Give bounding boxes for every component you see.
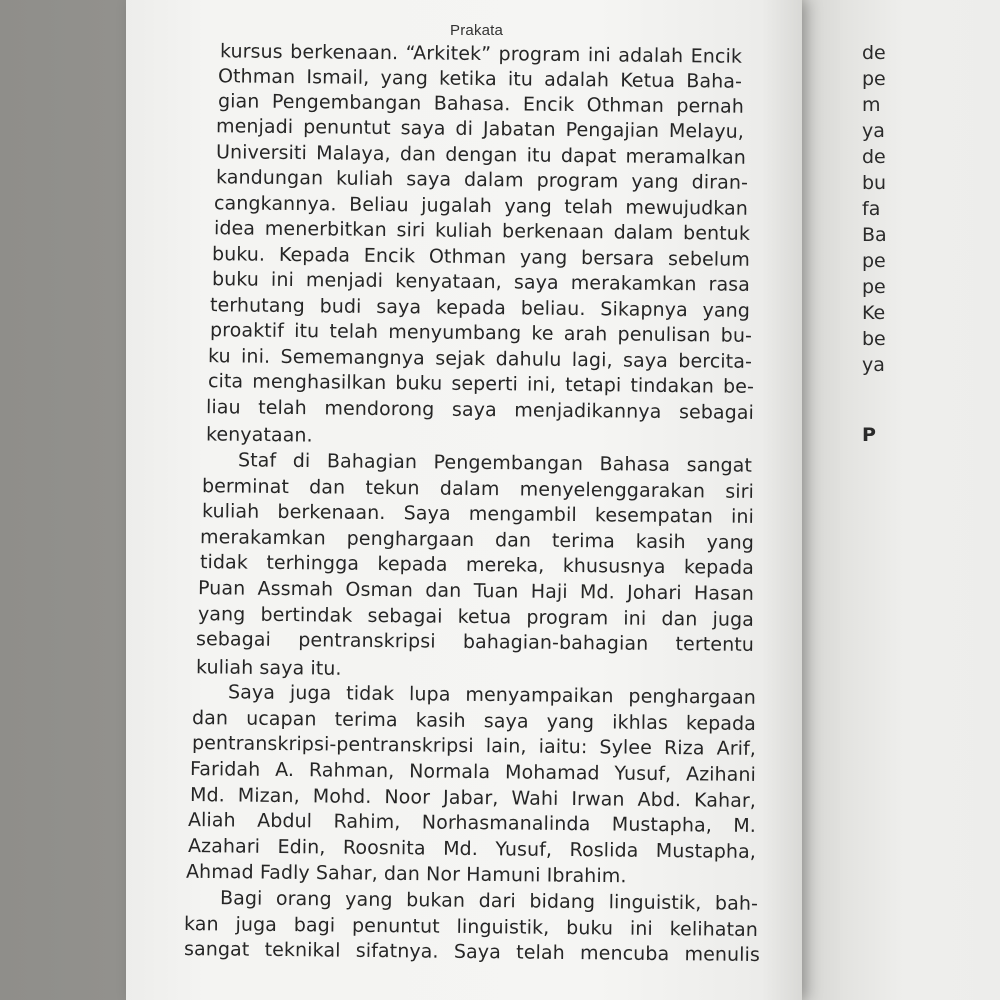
right-page-fragment: fa xyxy=(862,198,881,220)
text-line: kandungan kuliah saya dalam program yang diran- xyxy=(215,166,749,194)
text-line: cangkannya. Beliau jugalah yang telah mewujudkan xyxy=(213,192,749,220)
text-line: Staf di Bahagian Pengembangan Bahasa sangat xyxy=(237,449,753,477)
text-line: Aliah Abdul Rahim, Norhasmanalinda Mustapha, M. xyxy=(187,809,757,837)
text-line: Puan Assmah Osman dan Tuan Haji Md. Johari Hasan xyxy=(197,577,755,605)
right-page-fragment: pe xyxy=(862,250,886,272)
text-line: gian Pengembangan Bahasa. Encik Othman pernah xyxy=(217,90,745,118)
text-line: menjadi penuntut saya di Jabatan Pengajian Melayu, xyxy=(215,115,745,143)
text-line: sebagai pentranskripsi bahagian-bahagian tertentu xyxy=(195,628,755,656)
text-line: cita menghasilkan buku seperti ini, tetapi tindakan be- xyxy=(207,370,755,398)
right-page-fragment: Ke xyxy=(862,302,886,324)
text-line: ku ini. Sememangnya sejak dahulu lagi, saya bercita- xyxy=(207,345,753,373)
right-page-fragment: be xyxy=(862,328,886,350)
text-line: buku. Kepada Encik Othman yang bersara sebelum xyxy=(211,243,751,271)
text-line: Othman Ismail, yang ketika itu adalah Ketua Baha- xyxy=(217,65,743,93)
text-line: idea menerbitkan siri kuliah berkenaan dalam bentuk xyxy=(213,217,751,245)
text-line: Faridah A. Rahman, Normala Mohamad Yusuf, Azihani xyxy=(189,758,757,786)
right-page-fragment: ya xyxy=(862,354,885,376)
text-line: Azahari Edin, Roosnita Md. Yusuf, Roslida Mustapha, xyxy=(187,835,757,863)
text-line: Ahmad Fadly Sahar, dan Nor Hamuni Ibrahim. xyxy=(185,860,627,888)
text-line: dan ucapan terima kasih saya yang ikhlas kepada xyxy=(191,707,757,735)
text-line: Universiti Malaya, dan dengan itu dapat meramalkan xyxy=(215,141,747,169)
text-line: Bagi orang yang bukan dari bidang linguistik, bah- xyxy=(219,887,759,915)
right-page-fragment: ya xyxy=(862,120,885,142)
text-line: Saya juga tidak lupa menyampaikan penghargaan xyxy=(227,681,757,709)
text-line: Md. Mizan, Mohd. Noor Jabar, Wahi Irwan Abd. Kahar, xyxy=(189,784,757,812)
text-line: kuliah berkenaan. Saya mengambil kesempatan ini xyxy=(201,500,755,528)
right-page-fragment: pe xyxy=(862,68,886,90)
right-page-heading-fragment: P xyxy=(862,424,876,446)
text-line: kan juga bagi penuntut linguistik, buku ini kelihatan xyxy=(183,912,759,942)
right-page-fragment: Ba xyxy=(862,224,887,246)
right-page-fragment: bu xyxy=(862,172,887,194)
text-line: pentranskripsi-pentranskripsi lain, iaitu: Sylee Riza Arif, xyxy=(191,732,757,760)
right-page-fragment: pe xyxy=(862,276,886,298)
text-line: terhutang budi saya kepada beliau. Sikapnya yang xyxy=(209,294,751,322)
text-line: kenyataan. xyxy=(205,423,313,447)
running-head: Prakata xyxy=(450,22,504,39)
right-page-fragment: de xyxy=(862,146,886,168)
right-page-fragment: m xyxy=(862,94,881,116)
text-line: berminat dan tekun dalam menyelenggarakan siri xyxy=(201,475,755,503)
text-line: kuliah saya itu. xyxy=(195,656,342,680)
text-line: merakamkan penghargaan dan terima kasih yang xyxy=(199,526,755,554)
text-line: liau telah mendorong saya menjadikannya sebagai xyxy=(205,396,755,424)
text-line: sangat teknikal sifatnya. Saya telah mencuba menulis xyxy=(183,937,761,967)
text-line: kursus berkenaan. “Arkitek” program ini adalah Encik xyxy=(219,40,743,68)
right-page-fragment: de xyxy=(862,42,886,64)
text-line: tidak terhingga kepada mereka, khususnya kepada xyxy=(199,551,755,579)
text-line: proaktif itu telah menyumbang ke arah penulisan bu- xyxy=(209,319,753,347)
text-line: buku ini menjadi kenyataan, saya merakamkan rasa xyxy=(211,268,751,296)
text-line: yang bertindak sebagai ketua program ini dan juga xyxy=(197,603,755,631)
